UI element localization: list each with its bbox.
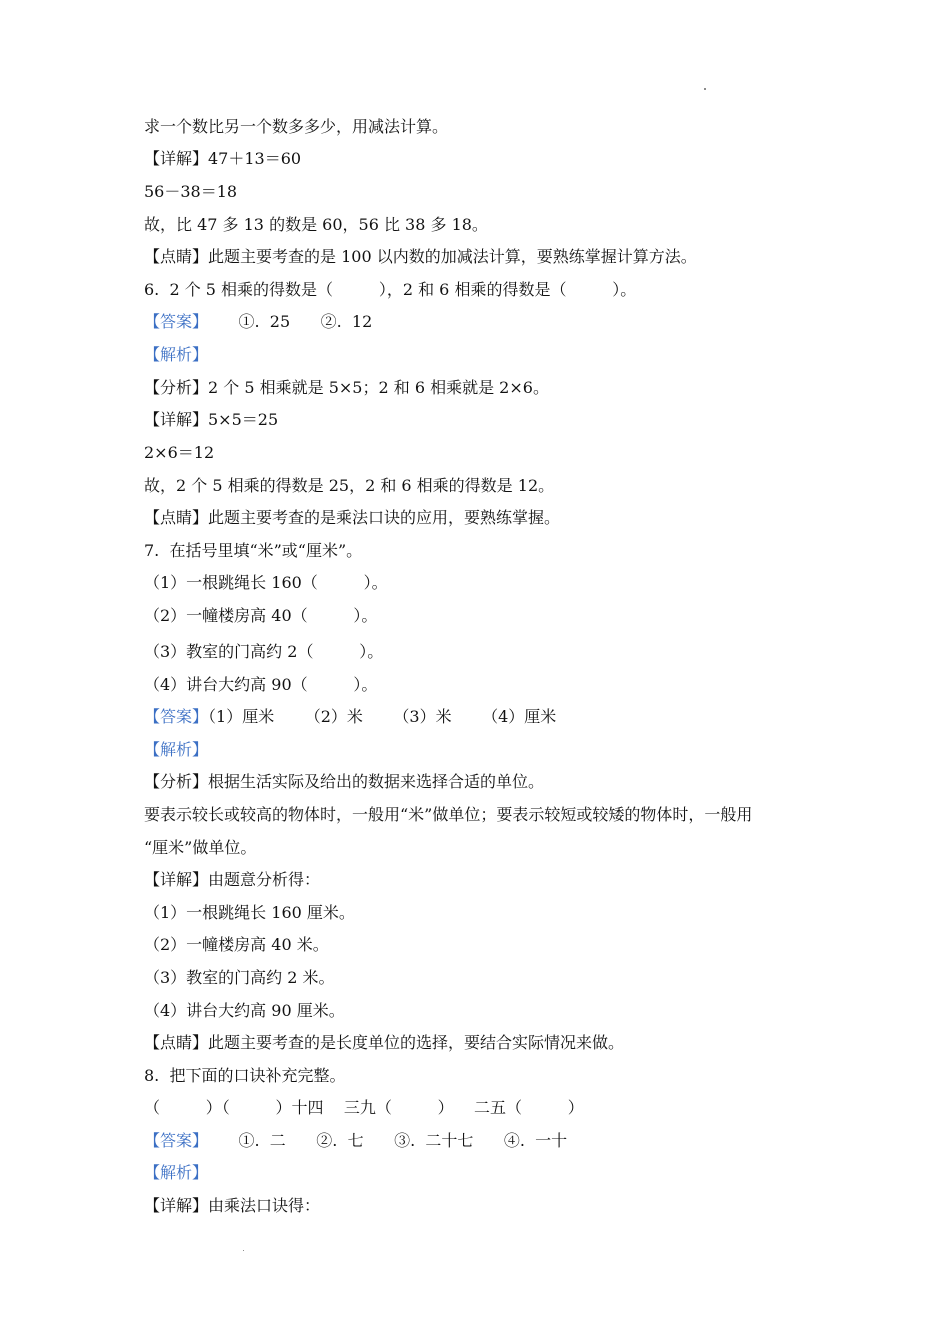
text-line-22: 要表示较长或较高的物体时，一般用“米”做单位；要表示较短或较矮的物体时，一般用 bbox=[144, 805, 753, 824]
analysis-6 bbox=[144, 345, 208, 365]
analysis-7 bbox=[144, 740, 208, 760]
text-line-4: 故，比 47 多 13 的数是 60，56 比 38 多 18。 bbox=[144, 215, 488, 234]
text-line-26: （2）一幢楼房高 40 米。 bbox=[144, 935, 329, 954]
text-line-28: （4）讲台大约高 90 厘米。 bbox=[144, 1001, 345, 1020]
question-7-item-2: （2）一幢楼房高 40（ ）。 bbox=[144, 606, 378, 625]
question-8-blanks: （ ）（ ）十四 三九（ ） 二五（ ） bbox=[144, 1098, 584, 1117]
text-line-9: 【分析】2 个 5 相乘就是 5×5；2 和 6 相乘就是 2×6。 bbox=[144, 378, 549, 397]
question-7-item-4: （4）讲台大约高 90（ ）。 bbox=[144, 675, 378, 694]
text-line-29: 【点睛】此题主要考查的是长度单位的选择，要结合实际情况来做。 bbox=[144, 1033, 625, 1052]
text-line-11: 2×6＝12 bbox=[144, 443, 215, 462]
analysis-label: 【解析】 bbox=[144, 1163, 209, 1182]
answer-label: 【答案】 bbox=[144, 312, 209, 331]
text-line-1: 求一个数比另一个数多多少，用减法计算。 bbox=[144, 117, 449, 136]
answer-7: 【答案】（1）厘米 （2）米 （3）米 （4）厘米 bbox=[144, 707, 557, 726]
decorative-dot-top bbox=[704, 88, 706, 90]
text-line-24: 【详解】由题意分析得： bbox=[144, 870, 321, 889]
question-7-item-3: （3）教室的门高约 2（ ）。 bbox=[144, 642, 384, 661]
text-line-21: 【分析】根据生活实际及给出的数据来选择合适的单位。 bbox=[144, 772, 545, 791]
text-line-12: 故，2 个 5 相乘的得数是 25，2 和 6 相乘的得数是 12。 bbox=[144, 476, 555, 495]
analysis-label: 【解析】 bbox=[144, 740, 209, 759]
analysis-8 bbox=[144, 1163, 208, 1183]
text-line-23: “厘米”做单位。 bbox=[144, 838, 257, 857]
text-line-5: 【点睛】此题主要考查的是 100 以内数的加减法计算，要熟练掌握计算方法。 bbox=[144, 247, 697, 266]
text-line-27: （3）教室的门高约 2 米。 bbox=[144, 968, 335, 987]
answer-label: 【答案】 bbox=[144, 707, 209, 726]
text-line-25: （1）一根跳绳长 160 厘米。 bbox=[144, 903, 355, 922]
text-line-3: 56－38＝18 bbox=[144, 182, 238, 201]
text-line-2: 【详解】47＋13＝60 bbox=[144, 149, 302, 168]
decorative-dot-bottom bbox=[243, 1250, 244, 1251]
answer-8: 【答案】 ①. 二 ②. 七 ③. 二十七 ④. 一十 bbox=[144, 1131, 568, 1150]
answer-label: 【答案】 bbox=[144, 1131, 209, 1150]
question-7: 7. 在括号里填“米”或“厘米”。 bbox=[144, 541, 363, 560]
text-line-13: 【点睛】此题主要考查的是乘法口诀的应用，要熟练掌握。 bbox=[144, 508, 561, 527]
analysis-label: 【解析】 bbox=[144, 345, 209, 364]
text-line-34: 【详解】由乘法口诀得： bbox=[144, 1196, 321, 1215]
question-8: 8. 把下面的口诀补充完整。 bbox=[144, 1066, 346, 1085]
answer-6: 【答案】 ①. 25 ②. 12 bbox=[144, 312, 373, 331]
text-line-10: 【详解】5×5＝25 bbox=[144, 410, 279, 429]
question-6: 6. 2 个 5 相乘的得数是（ ），2 和 6 相乘的得数是（ ）。 bbox=[144, 280, 637, 299]
question-7-item-1: （1）一根跳绳长 160（ ）。 bbox=[144, 573, 388, 592]
